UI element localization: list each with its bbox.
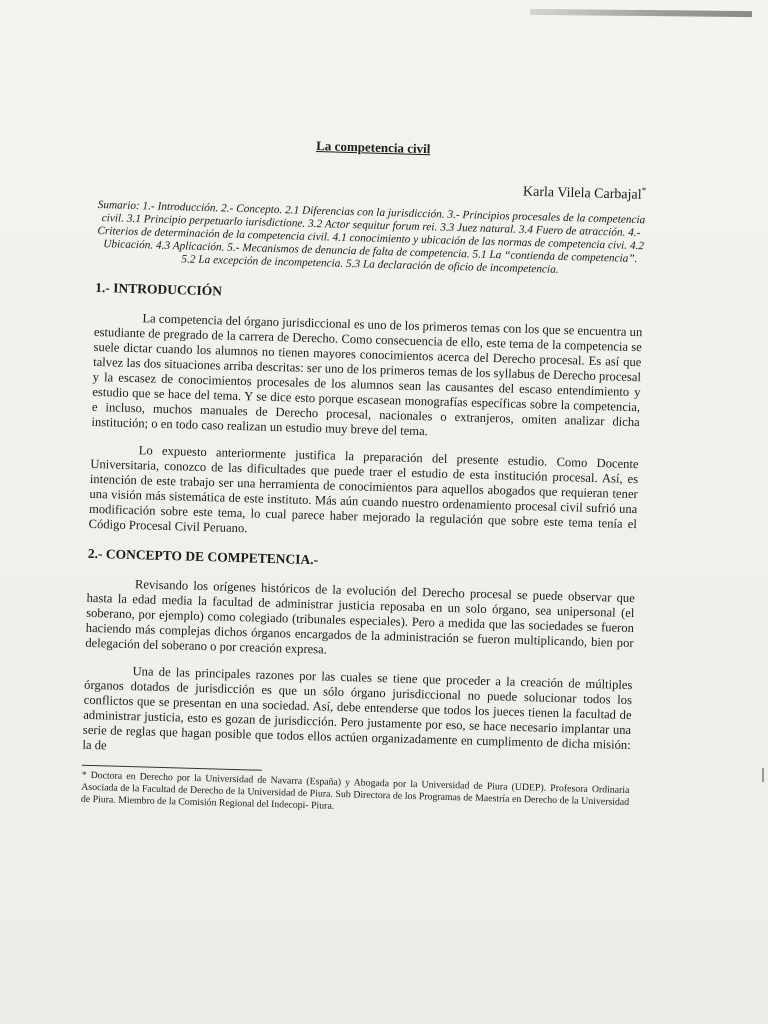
paragraph: Una de las principales razones por las cuales se tiene que proceder a la creación de múltiples órganos dotados de jurisdicción es que un sólo órgano jurisdiccional no puede solucionar todos los conflictos que se presentan en una sociedad. Así, debe entenderse que todos los jueces tienen la facultad de administrar justicia, esto es gozan de jurisdicción. Pero justamente por eso, se hace necesario implantar una serie de reglas que hagan posible que todos ellos actúen organizadamente en cumplimento de dicha misión: la de bbox=[82, 663, 633, 753]
footnote: * Doctora en Derecho por la Universidad de Navarra (España) y Abogada por la Universidad de Piura (UDEP). Profesora Ordinaria Asociada de la Facultad de Derecho de la Universidad de Piura. Sub Directora de los Programas de Maestría en Derecho de la Universidad de Piura. Miembro de la Comisión Regional del Indecopi- Piura. bbox=[80, 769, 630, 812]
section-heading-concepto: 2.- CONCEPTO DE COMPETENCIA.- bbox=[87, 545, 319, 567]
document-title: La competencia civil bbox=[316, 138, 431, 157]
section-heading-introduccion: 1.- INTRODUCCIÓN bbox=[95, 279, 223, 299]
paragraph: Revisando los orígenes históricos de la evolución del Derecho procesal se puede observar que hasta la edad media la facultad de administrar justicia reposaba en un solo órgano, sea unipersonal (el soberano, por ejemplo) como colegiado (tribunales especiales). Pero a medida que las sociedades se fueron haciendo más complejas dichos órganos encargados de la administración se fueron multiplicando, bien por delegación del soberano o por creación expresa. bbox=[85, 576, 636, 657]
scan-artifact bbox=[530, 9, 752, 17]
author-name: Karla Vilela Carbajal bbox=[522, 184, 642, 203]
paragraph: La competencia del órgano jurisdiccional es uno de los primeros temas con los que se encuentra un estudiante de pregrado de la carrera de Derecho. Como consecuencia de ello, este tema de la competencia se suele dictar cuando los alumnos no tienen mayores conocimientos acerca del Derecho procesal. Es así que talvez las dos situaciones arriba descritas: ser uno de los primeros temas de los syllabus de Derecho procesal y la escasez de conocimientos procesales de los alumnos sean las causantes del escaso entendimiento y estudio que se hace del tema. Y se dice esto porque escasean monografías específicas sobre la competencia, e incluso, muchos manuales de Derecho procesal, nacionales o extranjeros, omiten analizar dicha institución; o en todo caso realizan un estudio muy breve del tema. bbox=[91, 310, 643, 438]
document-content bbox=[81, 118, 648, 821]
edge-mark bbox=[762, 768, 764, 782]
summary: Sumario: 1.- Introducción. 2.- Concepto. 2.1 Diferencias con la jurisdicción. 3.- Principios procesales de la competencia civil. 3.1 Principio perpetuarlo iurisdictione. 3.2 Actor sequitur forum rei. 3.3 Juez natural. 3.4 Fuero de atracción. 4.- Criterios de determinación de la competencia civil. 4.1 conocimiento y ubicación de las normas de competencia civi. 4.2 Ubicación. 4.3 Aplicación. 5.- Mecanismos de denuncia de falta de competencia. 5.1 La “contienda de competencia”. 5.2 La excepción de incompetencia. 5.3 La declaración de oficio de incompetencia. bbox=[97, 198, 646, 276]
paragraph: Lo expuesto anteriormente justifica la preparación del presente estudio. Como Docente Universitaria, conozco de las dificultades que puede traer el estudio de esta institución procesal. Así, es intención de este trabajo ser una herramienta de conocimientos para aquellos abogados que requieran tener una visión más sistemática de este instituto. Más aún cuando nuestro ordenamiento procesal civil sufrió una modificación sobre este tema, lo cual parece haber mejorado la regulación que sobre este tema tenía el Código Procesal Civil Peruano. bbox=[88, 442, 639, 535]
author-line bbox=[98, 170, 646, 204]
author-footnote-mark: * bbox=[641, 185, 647, 196]
